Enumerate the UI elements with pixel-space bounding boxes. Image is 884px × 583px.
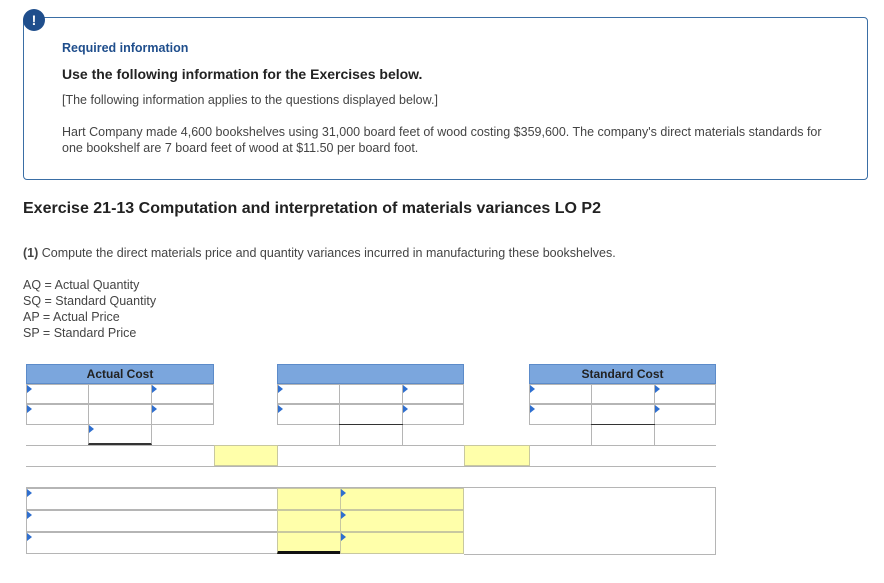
- dropdown-marker-icon: [278, 385, 283, 393]
- dropdown-marker-icon: [530, 405, 535, 413]
- variance-amount-1[interactable]: [277, 488, 341, 510]
- row-divider: [464, 554, 716, 555]
- dropdown-marker-icon: [152, 405, 157, 413]
- dropdown-marker-icon: [403, 405, 408, 413]
- middle-mid-1[interactable]: [339, 384, 403, 404]
- applies-note: [The following information applies to the questions displayed below.]: [62, 93, 438, 107]
- problem-paragraph: Hart Company made 4,600 bookshelves using 31,000 board feet of wood costing $359,600. The company's direct materials standards for one bookshelf are 7 board feet of wood at $11.50 per board foot.: [62, 125, 822, 155]
- actual-mid-2[interactable]: [88, 404, 152, 425]
- middle-aq-2[interactable]: [277, 404, 340, 425]
- variance-label-3[interactable]: [26, 532, 278, 554]
- column-divider: [339, 424, 340, 445]
- actual-aq-2[interactable]: [26, 404, 89, 425]
- dropdown-marker-icon: [27, 405, 32, 413]
- alert-icon: !: [23, 9, 45, 31]
- dropdown-marker-icon: [152, 385, 157, 393]
- dropdown-marker-icon: [403, 385, 408, 393]
- middle-mid-2[interactable]: [339, 404, 403, 425]
- column-divider: [654, 424, 655, 445]
- actual-ap-2[interactable]: [151, 404, 214, 425]
- abbr-aq: AQ = Actual Quantity: [23, 278, 140, 292]
- column-divider: [715, 487, 716, 555]
- abbr-sp: SP = Standard Price: [23, 326, 137, 340]
- row-divider: [26, 445, 716, 446]
- dropdown-marker-icon: [278, 405, 283, 413]
- question-number: (1): [23, 246, 39, 260]
- actual-total-input[interactable]: [88, 424, 152, 445]
- middle-aq-1[interactable]: [277, 384, 340, 404]
- middle-sp-1[interactable]: [402, 384, 464, 404]
- column-divider: [402, 424, 403, 445]
- abbr-sq: SQ = Standard Quantity: [23, 294, 157, 308]
- column-divider: [591, 424, 592, 445]
- dropdown-marker-icon: [530, 385, 535, 393]
- question-body: Compute the direct materials price and quantity variances incurred in manufacturing these bookshelves.: [38, 246, 616, 260]
- variance-type-1[interactable]: [340, 488, 464, 510]
- standard-mid-2[interactable]: [591, 404, 655, 425]
- variance-type-3[interactable]: [340, 532, 464, 554]
- exercise-title: Exercise 21-13 Computation and interpretation of materials variances LO P2: [23, 200, 601, 217]
- use-following-heading: Use the following information for the Exercises below.: [62, 66, 423, 82]
- middle-sp-2[interactable]: [402, 404, 464, 425]
- dropdown-marker-icon: [341, 489, 346, 497]
- total-underline: [339, 424, 403, 425]
- dropdown-marker-icon: [341, 533, 346, 541]
- dropdown-marker-icon: [655, 385, 660, 393]
- variance-label-1[interactable]: [26, 488, 278, 510]
- standard-sq-1[interactable]: [529, 384, 592, 404]
- header-actual-cost: Actual Cost: [26, 364, 214, 384]
- actual-ap-1[interactable]: [151, 384, 214, 404]
- abbr-ap: AP = Actual Price: [23, 310, 120, 324]
- dropdown-marker-icon: [27, 385, 32, 393]
- variance-type-2[interactable]: [340, 510, 464, 532]
- header-standard-cost: Standard Cost: [529, 364, 716, 384]
- variance-label-2[interactable]: [26, 510, 278, 532]
- standard-sq-2[interactable]: [529, 404, 592, 425]
- standard-sp-1[interactable]: [654, 384, 716, 404]
- quantity-variance-input[interactable]: [464, 445, 530, 466]
- dropdown-marker-icon: [89, 425, 94, 433]
- price-variance-input[interactable]: [214, 445, 278, 466]
- standard-sp-2[interactable]: [654, 404, 716, 425]
- row-divider: [26, 466, 716, 467]
- variance-amount-2[interactable]: [277, 510, 341, 532]
- variance-amount-3[interactable]: [277, 532, 341, 554]
- dropdown-marker-icon: [27, 533, 32, 541]
- actual-mid-1[interactable]: [88, 384, 152, 404]
- dropdown-marker-icon: [27, 511, 32, 519]
- dropdown-marker-icon: [655, 405, 660, 413]
- dropdown-marker-icon: [341, 511, 346, 519]
- standard-mid-1[interactable]: [591, 384, 655, 404]
- required-info-heading: Required information: [62, 41, 189, 55]
- dropdown-marker-icon: [27, 489, 32, 497]
- header-middle: [277, 364, 464, 384]
- actual-aq-1[interactable]: [26, 384, 89, 404]
- question-text: [23, 246, 616, 260]
- total-underline: [591, 424, 655, 425]
